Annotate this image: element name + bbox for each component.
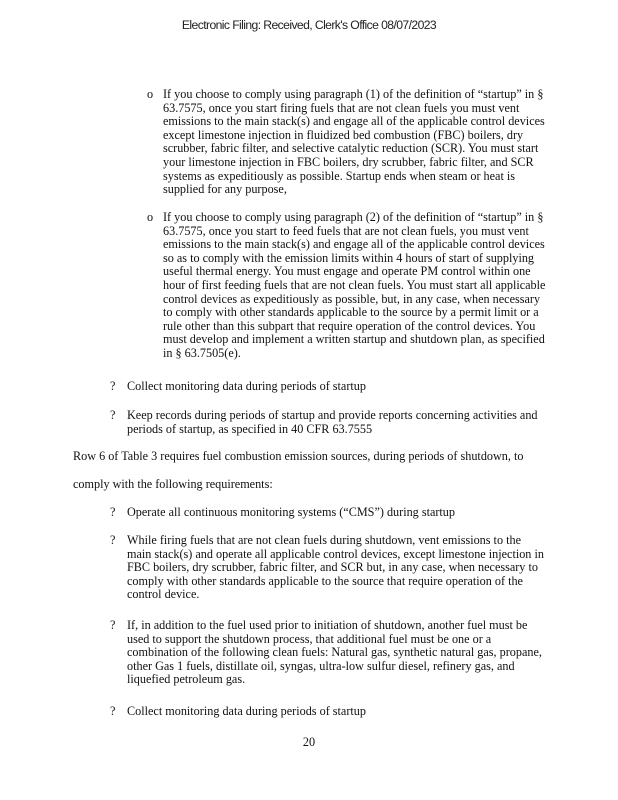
sub-bullet-item-marker: o (147, 210, 154, 224)
text-line: combination of the following clean fuels: Natural gas, synthetic natural gas, propane, (127, 645, 542, 660)
text-line: hour of first feeding fuels that are not clean fuels. You must start all applicable (163, 277, 546, 292)
text-line: 63.7575, once you start firing fuels that are not clean fuels you must vent (163, 100, 520, 115)
text-line: FBC boilers, dry scrubber, fabric filter, and SCR but, in any case, when necessary to (127, 560, 538, 575)
bullet-item (127, 705, 366, 719)
sub-bullet-item (163, 88, 545, 197)
text-line: supplied for any purpose, (163, 182, 287, 197)
bullet-item-marker: ? (110, 408, 116, 422)
text-line: While firing fuels that are not clean fuels during shutdown, vent emissions to the (127, 533, 521, 547)
bullet-item (127, 534, 544, 602)
text-line: except limestone injection in fluidized bed combustion (FBC) boilers, dry (163, 127, 524, 142)
text-line: Collect monitoring data during periods of startup (127, 379, 366, 393)
bullet-item-marker: ? (110, 704, 116, 718)
text-line: Keep records during periods of startup and provide reports concerning activities and (127, 408, 538, 422)
text-line: to comply with other standards applicable to the source by a permit limit or a (163, 305, 539, 320)
sub-bullet-item (163, 211, 545, 361)
text-line: main stack(s) and operate all applicable control devices, except limestone injection in (127, 546, 544, 561)
body-paragraph-line: comply with the following requirements: (73, 477, 273, 491)
text-line: liquefied petroleum gas. (127, 672, 246, 687)
text-line: other Gas 1 fuels, distillate oil, syngas, ultra-low sulfur diesel, refinery gas, and (127, 658, 515, 673)
text-line: your limestone injection in FBC boilers, dry scrubber, fabric filter, and SCR (163, 154, 534, 169)
text-line: emissions to the main stack(s) and engage all of the applicable control devices (163, 237, 545, 252)
text-line: scrubber, fabric filter, and selective catalytic reduction (SCR). You must start (163, 141, 539, 156)
text-line: rule other than this subpart that require operation of the control devices. You (163, 318, 536, 333)
text-line: 63.7575, once you start to feed fuels that are not clean fuels, you must vent (163, 223, 529, 238)
filing-header: Electronic Filing: Received, Clerk's Office 08/07/2023 (181, 18, 437, 32)
bullet-item (127, 619, 542, 687)
text-line: used to support the shutdown process, that additional fuel must be one or a (127, 631, 492, 646)
text-line: control device. (127, 587, 200, 602)
bullet-item (127, 409, 538, 436)
body-paragraph-line: Row 6 of Table 3 requires fuel combustion emission sources, during periods of shutdown, to (73, 449, 524, 463)
bullet-item (127, 380, 366, 394)
text-line: emissions to the main stack(s) and engage all of the applicable control devices (163, 114, 545, 129)
bullet-item-marker: ? (110, 533, 116, 547)
text-line: If you choose to comply using paragraph (1) of the definition of “startup” in § (163, 87, 544, 101)
text-line: so as to comply with the emission limits within 4 hours of start of supplying (163, 250, 535, 265)
page-number: 20 (302, 735, 316, 749)
text-line: If you choose to comply using paragraph (2) of the definition of “startup” in § (163, 210, 544, 224)
text-line: systems as expeditiously as possible. Startup ends when steam or heat is (163, 168, 516, 183)
text-line: periods of startup, as specified in 40 CFR 63.7555 (127, 421, 373, 436)
sub-bullet-item-marker: o (147, 87, 154, 101)
text-line: If, in addition to the fuel used prior to initiation of shutdown, another fuel must be (127, 618, 528, 632)
bullet-item (127, 506, 455, 520)
bullet-item-marker: ? (110, 505, 116, 519)
text-line: in § 63.7505(e). (163, 345, 241, 360)
text-line: comply with other standards applicable to the source that require operation of the (127, 573, 523, 588)
text-line: useful thermal energy. You must engage and operate PM control within one (163, 264, 531, 279)
text-line: Operate all continuous monitoring systems (“CMS”) during startup (127, 505, 455, 519)
text-line: control devices as expeditiously as possible, but, in any case, when necessary (163, 291, 541, 306)
bullet-item-marker: ? (110, 618, 116, 632)
text-line: must develop and implement a written startup and shutdown plan, as specified (163, 332, 545, 347)
bullet-item-marker: ? (110, 379, 116, 393)
text-line: Collect monitoring data during periods of startup (127, 704, 366, 718)
